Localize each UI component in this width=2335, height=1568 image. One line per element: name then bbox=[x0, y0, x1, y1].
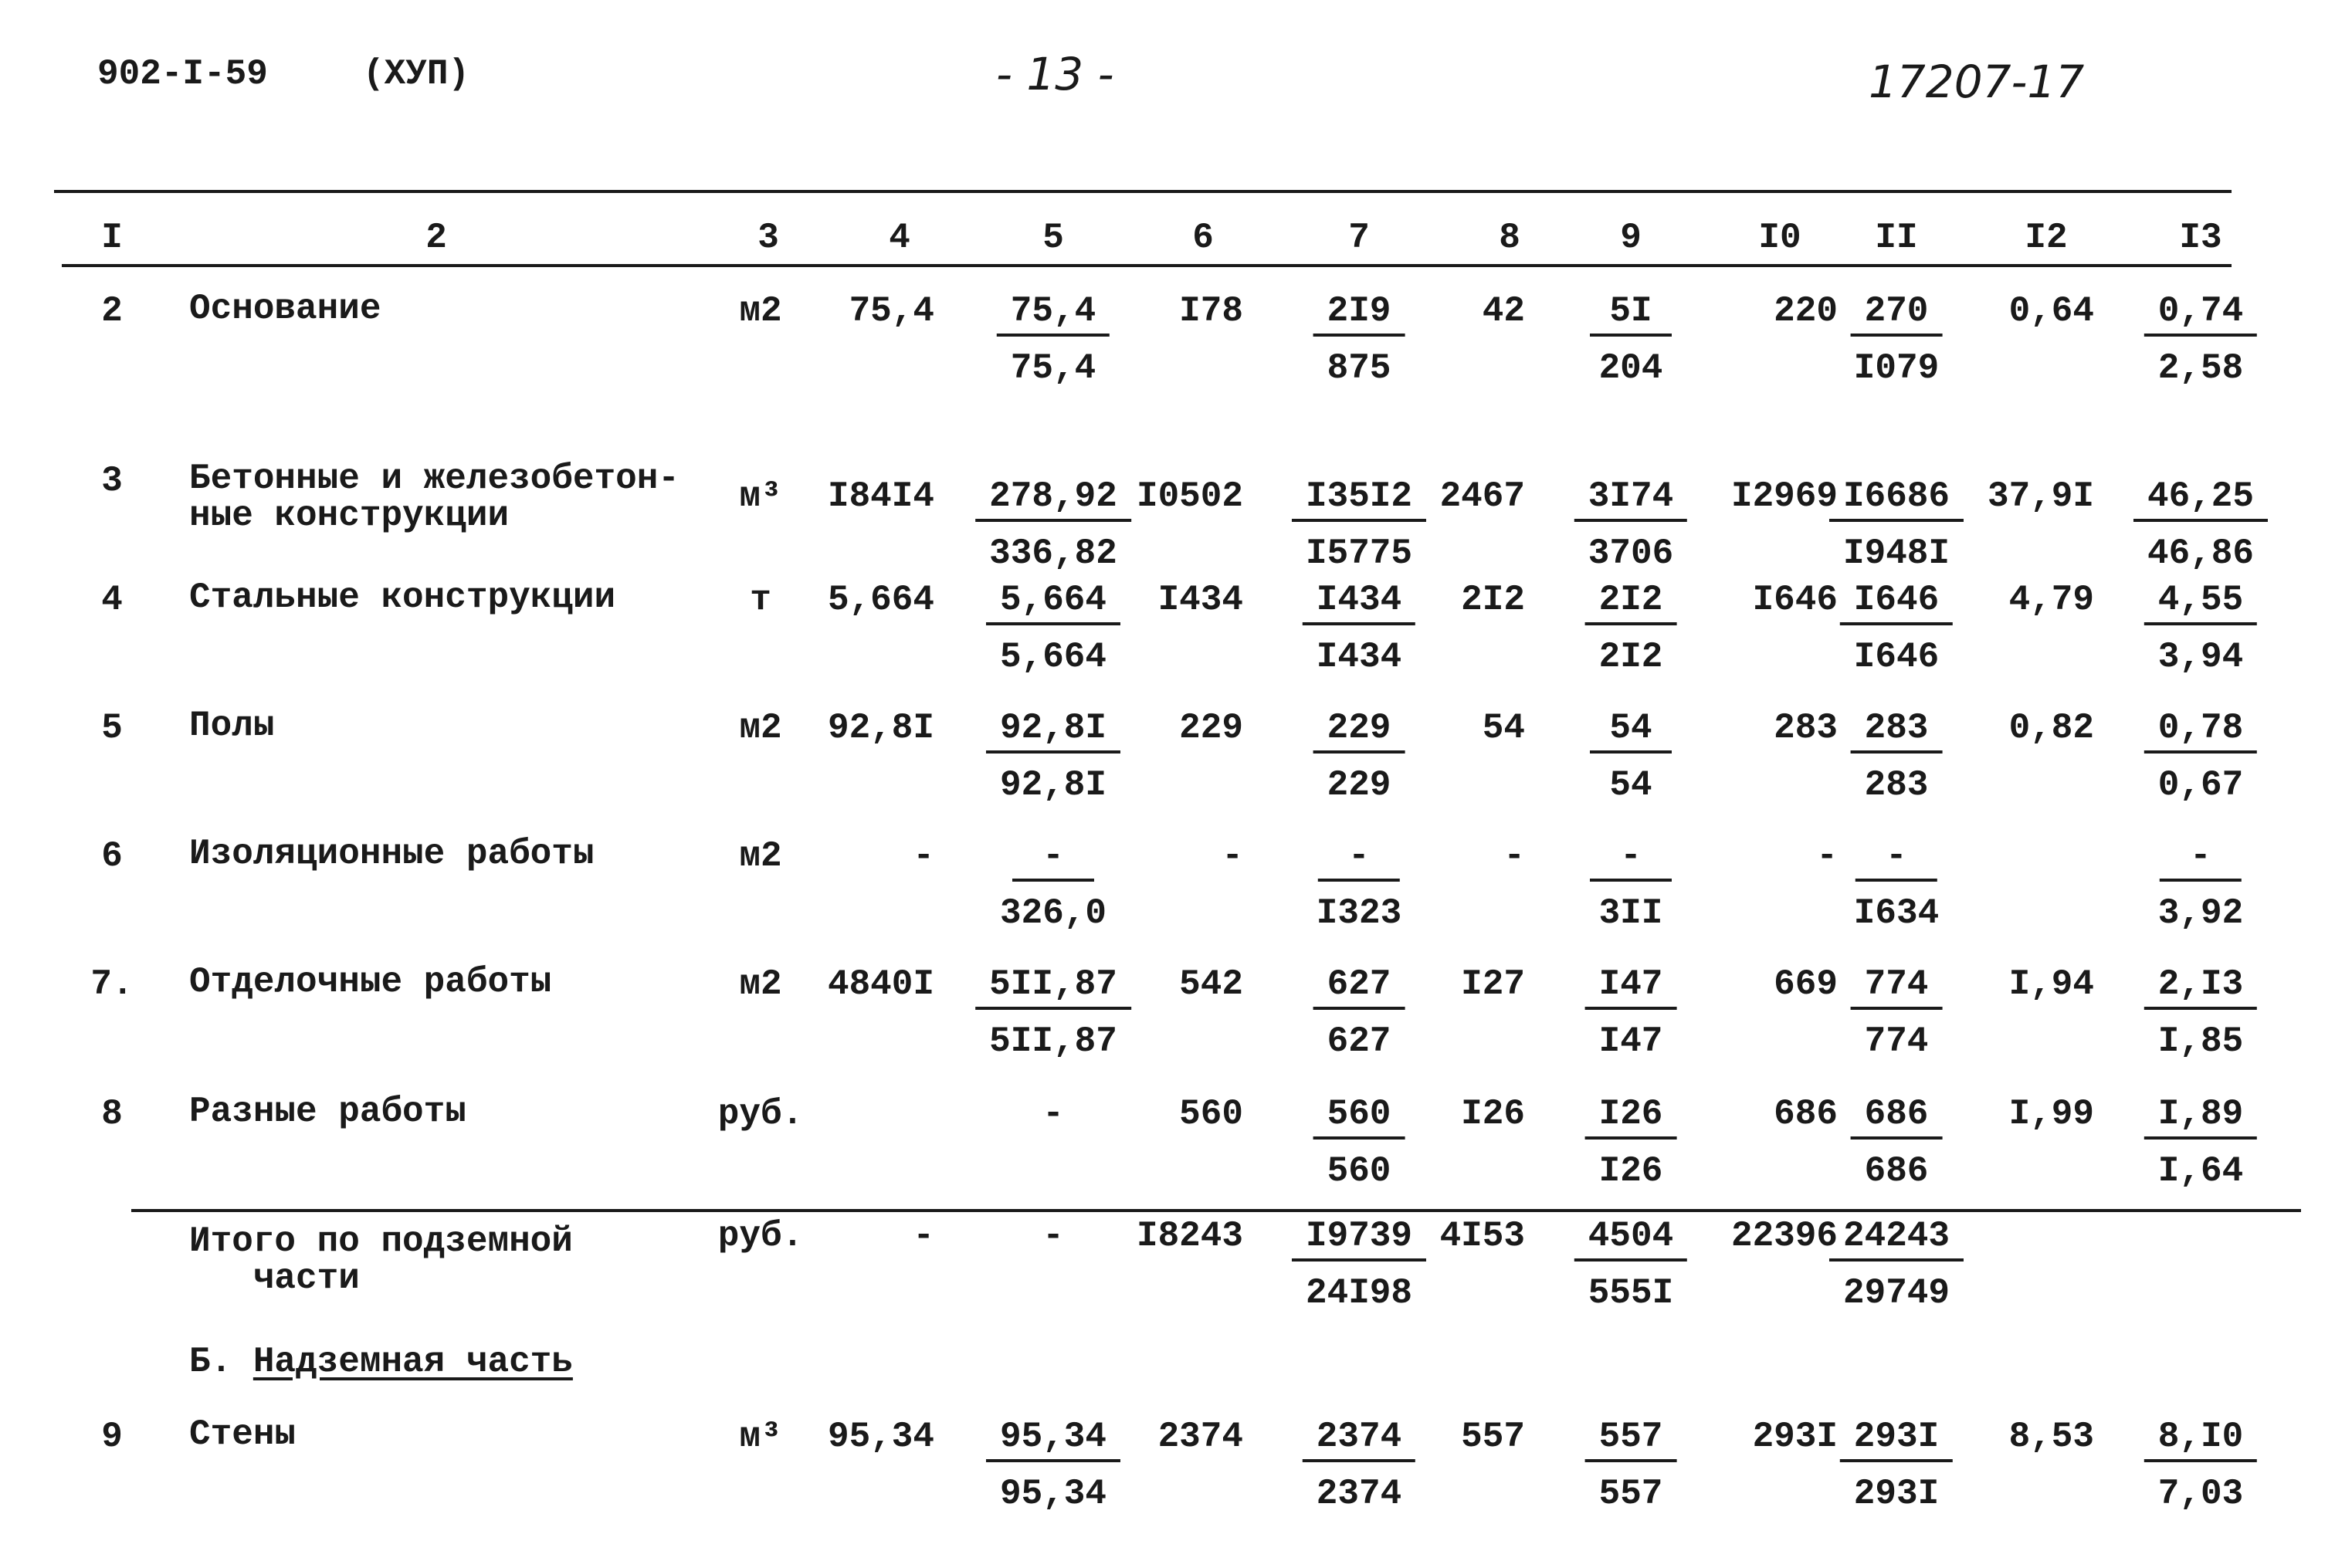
table-row-9-col6: 2374 bbox=[1157, 1417, 1243, 1457]
table-row-9-col7 bbox=[1303, 1419, 1415, 1512]
table-row-2-col8: 42 bbox=[1482, 291, 1525, 331]
table-row-8-col8: I26 bbox=[1461, 1094, 1525, 1134]
section-b-title: Надземная часть bbox=[252, 1342, 573, 1382]
subtotal-row-col11-denominator: 29749 bbox=[1842, 1273, 1950, 1313]
table-row-8-col7 bbox=[1313, 1096, 1405, 1189]
table-row-4-col8: 2I2 bbox=[1461, 580, 1525, 620]
table-row-6-col13 bbox=[2158, 838, 2243, 931]
table-row-7-col11-numerator: 774 bbox=[1851, 967, 1943, 1010]
table-row-4-number: 4 bbox=[101, 580, 123, 620]
table-row-8-col9-denominator: I26 bbox=[1598, 1151, 1663, 1191]
table-row-5-col7 bbox=[1313, 710, 1405, 803]
table-row-4-col5-denominator: 5,664 bbox=[999, 637, 1107, 677]
table-row-4-col12: 4,79 bbox=[2008, 580, 2094, 620]
table-row-2-name: Основание bbox=[189, 289, 381, 329]
table-row-9-col5-numerator: 95,34 bbox=[986, 1419, 1120, 1462]
table-row-5-col13-numerator: 0,78 bbox=[2144, 710, 2257, 754]
table-row-6-col10: - bbox=[1816, 836, 1838, 876]
subtotal-row-unit: руб. bbox=[717, 1216, 804, 1256]
table-row-6-col11 bbox=[1854, 838, 1939, 931]
table-row-2-col9 bbox=[1590, 293, 1672, 386]
table-row-2-number: 2 bbox=[101, 291, 123, 331]
table-row-8-col9-numerator: I26 bbox=[1585, 1096, 1677, 1140]
table-row-9-unit: м³ bbox=[739, 1417, 782, 1457]
table-row-8-col6: 560 bbox=[1179, 1094, 1243, 1134]
section-b-prefix: Б. bbox=[189, 1342, 253, 1382]
table-row-2-col5 bbox=[997, 293, 1110, 386]
table-row-6-col5 bbox=[1000, 838, 1106, 931]
table-row-9-name: Стены bbox=[189, 1414, 297, 1455]
subtotal-rule bbox=[131, 1209, 2301, 1212]
table-row-9-col11-denominator: 293I bbox=[1853, 1474, 1940, 1514]
table-row-6-col5-numerator: - bbox=[1012, 838, 1094, 882]
table-row-5-col7-numerator: 229 bbox=[1313, 710, 1405, 754]
table-row-9-col12: 8,53 bbox=[2008, 1417, 2094, 1457]
table-row-3-col4: I84I4 bbox=[827, 476, 934, 516]
table-row-6-col9-numerator: - bbox=[1590, 838, 1672, 882]
table-row-5-col13 bbox=[2144, 710, 2257, 803]
page-number: - 13 - bbox=[996, 48, 1114, 100]
table-row-7-col9-denominator: I47 bbox=[1598, 1021, 1663, 1062]
table-row-4-col7-numerator: I434 bbox=[1303, 582, 1415, 625]
table-row-3-number: 3 bbox=[101, 461, 123, 501]
table-row-2-col9-numerator: 5I bbox=[1590, 293, 1672, 337]
table-row-8-col7-numerator: 560 bbox=[1313, 1096, 1405, 1140]
table-row-2-col5-numerator: 75,4 bbox=[997, 293, 1110, 337]
subtotal-row-col7 bbox=[1292, 1218, 1426, 1311]
table-row-4-col7 bbox=[1303, 582, 1415, 675]
table-row-7-col13-numerator: 2,I3 bbox=[2144, 967, 2257, 1010]
subtotal-row-col9 bbox=[1574, 1218, 1687, 1311]
table-row-6-col11-numerator: - bbox=[1855, 838, 1937, 882]
table-row-6-col9 bbox=[1590, 838, 1672, 931]
subtotal-row-col11 bbox=[1829, 1218, 1964, 1311]
table-row-6-col13-numerator: - bbox=[2160, 838, 2242, 882]
section-b-heading bbox=[189, 1343, 573, 1380]
table-row-5-col6: 229 bbox=[1179, 708, 1243, 748]
subtotal-row-col8: 4I53 bbox=[1439, 1216, 1525, 1256]
subtotal-row-col7-numerator: I9739 bbox=[1292, 1218, 1426, 1262]
table-row-2-col6: I78 bbox=[1179, 291, 1243, 331]
column-number-12: I2 bbox=[2025, 218, 2068, 258]
table-row-9-col7-denominator: 2374 bbox=[1316, 1474, 1402, 1514]
table-row-9-col13-numerator: 8,I0 bbox=[2144, 1419, 2257, 1462]
table-row-2-col5-denominator: 75,4 bbox=[1010, 348, 1096, 388]
table-row-3-col13-denominator: 46,86 bbox=[2147, 533, 2255, 574]
column-number-1: I bbox=[101, 218, 123, 258]
table-row-7-col7-numerator: 627 bbox=[1313, 967, 1405, 1010]
table-row-7-col5-numerator: 5II,87 bbox=[975, 967, 1131, 1010]
table-row-7-col9-numerator: I47 bbox=[1585, 967, 1677, 1010]
table-row-9-col5 bbox=[986, 1419, 1120, 1512]
table-row-3-col5 bbox=[975, 476, 1131, 574]
table-row-4-col5 bbox=[986, 582, 1120, 675]
table-row-5-col10: 283 bbox=[1774, 708, 1838, 748]
subtotal-row-col11-numerator: 24243 bbox=[1829, 1218, 1964, 1262]
table-row-9-col11 bbox=[1840, 1419, 1953, 1512]
table-row-7-col13 bbox=[2144, 964, 2257, 1062]
subtotal-row-col10: 22396 bbox=[1730, 1216, 1838, 1256]
table-row-9-col5-denominator: 95,34 bbox=[999, 1474, 1107, 1514]
table-row-6-col13-denominator: 3,92 bbox=[2157, 893, 2244, 933]
table-row-6-col9-denominator: 3II bbox=[1598, 893, 1663, 933]
table-row-5-col4: 92,8I bbox=[827, 708, 934, 748]
column-number-10: I0 bbox=[1758, 218, 1801, 258]
table-row-9-col11-numerator: 293I bbox=[1840, 1419, 1953, 1462]
table-row-4-col13 bbox=[2144, 582, 2257, 675]
table-row-9-col13-denominator: 7,03 bbox=[2157, 1474, 2244, 1514]
table-row-8-col13-denominator: I,64 bbox=[2157, 1151, 2244, 1191]
column-number-5: 5 bbox=[1042, 218, 1064, 258]
table-row-2-unit: м2 bbox=[739, 291, 782, 331]
table-row-9-col9 bbox=[1585, 1419, 1677, 1512]
table-row-8-number: 8 bbox=[101, 1094, 123, 1134]
table-row-7-number: 7. bbox=[90, 964, 134, 1004]
table-row-6-col7 bbox=[1317, 838, 1401, 931]
table-row-3-col10: I2969 bbox=[1730, 476, 1838, 516]
table-row-3-col6: I0502 bbox=[1136, 476, 1243, 516]
table-row-3-col7-numerator: I35I2 bbox=[1292, 479, 1426, 522]
table-row-7-col5-denominator: 5II,87 bbox=[989, 1021, 1117, 1062]
table-row-8-col11 bbox=[1851, 1096, 1943, 1189]
table-row-4-col9-numerator: 2I2 bbox=[1585, 582, 1677, 625]
table-row-4-col11-denominator: I646 bbox=[1853, 637, 1940, 677]
table-row-5-col9-denominator: 54 bbox=[1609, 765, 1652, 805]
table-row-5-col11-numerator: 283 bbox=[1851, 710, 1943, 754]
table-row-7-col11 bbox=[1851, 964, 1943, 1062]
table-row-2-col11 bbox=[1851, 293, 1943, 386]
table-row-3-col9-denominator: 3706 bbox=[1588, 533, 1674, 574]
table-row-6-unit: м2 bbox=[739, 836, 782, 876]
table-row-8-col11-denominator: 686 bbox=[1864, 1151, 1929, 1191]
table-row-2-col13 bbox=[2144, 293, 2257, 386]
table-row-8-col10: 686 bbox=[1774, 1094, 1838, 1134]
table-row-2-col13-numerator: 0,74 bbox=[2144, 293, 2257, 337]
table-row-9-col8: 557 bbox=[1461, 1417, 1525, 1457]
table-row-6-col8: - bbox=[1503, 836, 1525, 876]
table-row-7-col7 bbox=[1313, 964, 1405, 1062]
table-row-8-col12: I,99 bbox=[2008, 1094, 2094, 1134]
table-row-7-col4: 4840I bbox=[827, 964, 934, 1004]
table-row-4-col11 bbox=[1840, 582, 1953, 675]
table-row-8-name: Разные работы bbox=[189, 1092, 466, 1132]
album-number: (ХУП) bbox=[363, 54, 470, 94]
table-row-7-col11-denominator: 774 bbox=[1864, 1021, 1929, 1062]
table-row-4-col9 bbox=[1585, 582, 1677, 675]
table-row-8-col11-numerator: 686 bbox=[1851, 1096, 1943, 1140]
column-number-2: 2 bbox=[425, 218, 447, 258]
table-top-rule bbox=[54, 190, 2232, 193]
table-row-6-col11-denominator: I634 bbox=[1853, 893, 1940, 933]
table-row-9-col9-numerator: 557 bbox=[1585, 1419, 1677, 1462]
table-row-6-col5-denominator: 326,0 bbox=[999, 893, 1107, 933]
table-row-4-col13-denominator: 3,94 bbox=[2157, 637, 2244, 677]
table-row-9-col13 bbox=[2144, 1419, 2257, 1512]
column-number-11: II bbox=[1875, 218, 1918, 258]
table-row-4-col7-denominator: I434 bbox=[1316, 637, 1402, 677]
table-row-9-col4: 95,34 bbox=[827, 1417, 934, 1457]
column-number-13: I3 bbox=[2179, 218, 2222, 258]
table-row-3-col11-numerator: I6686 bbox=[1829, 479, 1964, 522]
table-row-9-col7-numerator: 2374 bbox=[1303, 1419, 1415, 1462]
table-row-2-col11-denominator: I079 bbox=[1853, 348, 1940, 388]
table-row-5-number: 5 bbox=[101, 708, 123, 748]
table-row-6-col7-numerator: - bbox=[1318, 838, 1400, 882]
table-row-5-col11-denominator: 283 bbox=[1864, 765, 1929, 805]
table-row-5-col13-denominator: 0,67 bbox=[2157, 765, 2244, 805]
subtotal-row-col5: - bbox=[1042, 1216, 1064, 1256]
table-row-8-unit: руб. bbox=[717, 1094, 804, 1134]
subtotal-row-col7-denominator: 24I98 bbox=[1305, 1273, 1413, 1313]
table-row-5-col5-numerator: 92,8I bbox=[986, 710, 1120, 754]
table-row-2-col7-numerator: 2I9 bbox=[1313, 293, 1405, 337]
table-row-2-col4: 75,4 bbox=[849, 291, 934, 331]
table-row-9-col9-denominator: 557 bbox=[1598, 1474, 1663, 1514]
table-row-2-col12: 0,64 bbox=[2008, 291, 2094, 331]
table-row-8-col7-denominator: 560 bbox=[1327, 1151, 1391, 1191]
table-row-5-col5 bbox=[986, 710, 1120, 803]
table-row-4-col4: 5,664 bbox=[827, 580, 934, 620]
table-row-2-col11-numerator: 270 bbox=[1851, 293, 1943, 337]
table-row-7-unit: м2 bbox=[739, 964, 782, 1004]
subtotal-row-col9-numerator: 4504 bbox=[1574, 1218, 1687, 1262]
table-row-6-name: Изоляционные работы bbox=[189, 834, 595, 874]
table-row-3-col5-denominator: 336,82 bbox=[989, 533, 1117, 574]
column-number-6: 6 bbox=[1192, 218, 1214, 258]
project-code: 902-I-59 bbox=[97, 54, 268, 94]
subtotal-row-name: Итого по подземной части bbox=[189, 1221, 573, 1299]
table-row-2-col7-denominator: 875 bbox=[1327, 348, 1391, 388]
subtotal-row-col4: - bbox=[913, 1216, 934, 1256]
table-row-8-col9 bbox=[1585, 1096, 1677, 1189]
table-row-8-col13 bbox=[2144, 1096, 2257, 1189]
table-row-5-name: Полы bbox=[189, 706, 275, 746]
table-row-7-col6: 542 bbox=[1179, 964, 1243, 1004]
table-row-2-col7 bbox=[1313, 293, 1405, 386]
table-row-4-col5-numerator: 5,664 bbox=[986, 582, 1120, 625]
table-row-7-col12: I,94 bbox=[2008, 964, 2094, 1004]
table-row-3-col7-denominator: I5775 bbox=[1305, 533, 1413, 574]
table-row-3-col9 bbox=[1574, 476, 1687, 574]
table-row-5-col12: 0,82 bbox=[2008, 708, 2094, 748]
table-row-5-col11 bbox=[1851, 710, 1943, 803]
table-row-3-col13-numerator: 46,25 bbox=[2133, 479, 2268, 522]
table-row-2-col10: 220 bbox=[1774, 291, 1838, 331]
column-numbers-rule bbox=[62, 264, 2232, 267]
table-row-3-col12: 37,9I bbox=[1987, 476, 2094, 516]
table-row-2-col9-denominator: 204 bbox=[1598, 348, 1663, 388]
table-row-3-col8: 2467 bbox=[1439, 476, 1525, 516]
table-row-7-col9 bbox=[1585, 964, 1677, 1062]
table-row-3-col5-numerator: 278,92 bbox=[975, 479, 1131, 522]
column-number-7: 7 bbox=[1348, 218, 1370, 258]
table-row-6-col6: - bbox=[1222, 836, 1243, 876]
document-number: 17207-17 bbox=[1869, 56, 2085, 108]
table-row-6-col4: - bbox=[913, 836, 934, 876]
table-row-4-unit: т bbox=[750, 580, 771, 620]
table-row-4-col13-numerator: 4,55 bbox=[2144, 582, 2257, 625]
table-row-7-name: Отделочные работы bbox=[189, 962, 552, 1002]
subtotal-row-col6: I8243 bbox=[1136, 1216, 1243, 1256]
table-row-6-number: 6 bbox=[101, 836, 123, 876]
table-row-5-col9-numerator: 54 bbox=[1590, 710, 1672, 754]
table-row-4-name: Стальные конструкции bbox=[189, 577, 616, 618]
table-row-4-col11-numerator: I646 bbox=[1840, 582, 1953, 625]
table-row-7-col10: 669 bbox=[1774, 964, 1838, 1004]
column-number-4: 4 bbox=[889, 218, 910, 258]
table-row-9-number: 9 bbox=[101, 1417, 123, 1457]
table-row-5-col9 bbox=[1590, 710, 1672, 803]
table-row-2-col13-denominator: 2,58 bbox=[2157, 348, 2244, 388]
table-row-5-col8: 54 bbox=[1482, 708, 1525, 748]
table-row-8-col5: - bbox=[1042, 1094, 1064, 1134]
column-number-8: 8 bbox=[1499, 218, 1520, 258]
table-row-6-col7-denominator: I323 bbox=[1316, 893, 1402, 933]
table-row-5-col7-denominator: 229 bbox=[1327, 765, 1391, 805]
table-row-3-col7 bbox=[1292, 476, 1426, 574]
table-row-3-col11-denominator: I948I bbox=[1842, 533, 1950, 574]
table-row-3-name: Бетонные и железобетон- ные конструкции bbox=[189, 459, 679, 536]
table-row-5-unit: м2 bbox=[739, 708, 782, 748]
table-row-7-col5 bbox=[975, 964, 1131, 1062]
table-row-4-col6: I434 bbox=[1157, 580, 1243, 620]
table-row-3-col13 bbox=[2133, 476, 2268, 574]
table-row-3-unit: м³ bbox=[739, 476, 782, 516]
table-row-7-col8: I27 bbox=[1461, 964, 1525, 1004]
table-row-3-col11 bbox=[1829, 476, 1964, 574]
table-row-4-col9-denominator: 2I2 bbox=[1598, 637, 1663, 677]
table-row-7-col7-denominator: 627 bbox=[1327, 1021, 1391, 1062]
table-row-8-col13-numerator: I,89 bbox=[2144, 1096, 2257, 1140]
column-number-9: 9 bbox=[1620, 218, 1642, 258]
table-row-3-col9-numerator: 3I74 bbox=[1574, 479, 1687, 522]
column-number-3: 3 bbox=[757, 218, 779, 258]
table-row-5-col5-denominator: 92,8I bbox=[999, 765, 1107, 805]
table-row-4-col10: I646 bbox=[1752, 580, 1838, 620]
table-row-7-col13-denominator: I,85 bbox=[2157, 1021, 2244, 1062]
table-row-9-col10: 293I bbox=[1752, 1417, 1838, 1457]
subtotal-row-col9-denominator: 555I bbox=[1588, 1273, 1674, 1313]
